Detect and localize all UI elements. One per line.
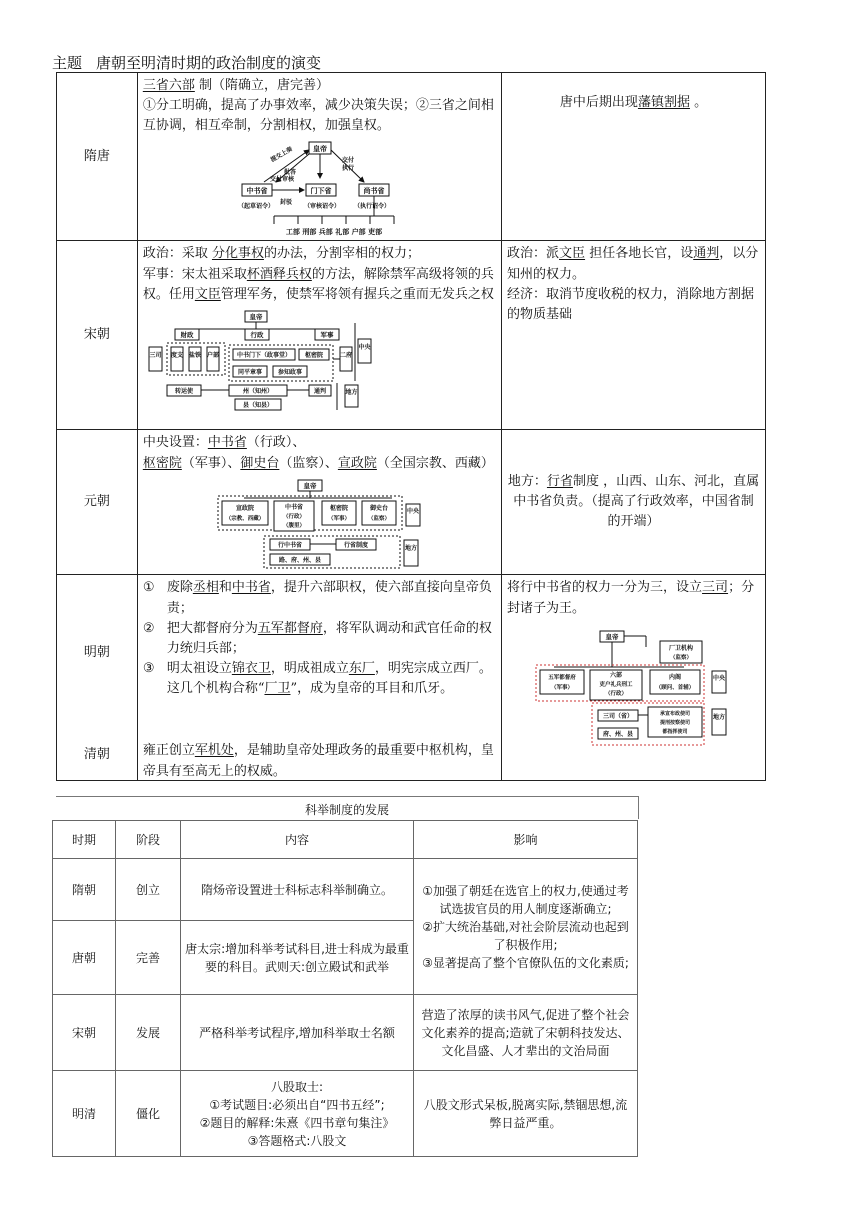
ming-right: 将行中书省的权力一分为三，设立三司；分封诸子为王。 皇帝 厂卫机构 （监察） 五军都督府 （军事） 六部 吏户礼兵刑工 （行政） 内阁 （顾问、首辅） 中央 承宣布政使司 提刑按察使司 都指挥使司 三司（省） 府、州、县 地方 bbox=[502, 575, 766, 781]
era-qing: 清朝 bbox=[83, 747, 110, 763]
changwei-note: （监察） bbox=[669, 654, 692, 661]
sansi-node: 三司 bbox=[149, 351, 162, 359]
header-period: 时期 bbox=[53, 821, 116, 859]
local-label: 地方 bbox=[712, 713, 725, 721]
label-approve: 批答 bbox=[284, 169, 297, 177]
note-shangshu: （执行诏令） bbox=[354, 203, 391, 211]
note-menxia: （审核诏令） bbox=[304, 203, 341, 211]
header-impact: 影响 bbox=[414, 821, 638, 859]
row-mingqing bbox=[57, 575, 766, 781]
song-content: 政治：采取 分化事权的办法，分割宰相的权力； 军事：宋太祖采取杯酒释兵权的方法，解除禁军高级将领的兵权。任用文臣管理军务，使禁军将领有握兵之重而无发兵之权 皇帝 财政 行政 军事 三司 度支 盐铁 户部 中书门下（政事堂） 枢密院 同平章事 参知政事 二府 中央 转运使 州（知州） 通判 县（知县） 地方 bbox=[137, 241, 501, 430]
mingqing-content bbox=[137, 575, 501, 781]
note-zhongshu: （起草诏令） bbox=[238, 203, 275, 211]
tongpan-node: 通判 bbox=[313, 387, 326, 395]
suitang-body: ①分工明确，提高了办事效率，减少决策失误；②三省之间相互协调，相互牵制，分割相权，加强皇权。 bbox=[142, 98, 494, 134]
era-cell: 宋朝 bbox=[57, 241, 138, 430]
song-right: 政治：派文臣 担任各地长官，设通判，以分知州的权力。 经济：取消节度收税的权力，消除地方割据的物质基础 bbox=[502, 241, 766, 430]
lu-node: 路、府、州、县 bbox=[279, 556, 322, 564]
yushi-node: 御史台 bbox=[370, 504, 389, 512]
xingzheng-node: 行政 bbox=[250, 330, 264, 339]
yuan-diagram bbox=[214, 478, 424, 570]
zhou-node: 州（知州） bbox=[242, 387, 273, 395]
tongping-node: 同平章事 bbox=[237, 368, 262, 376]
sansi-item: 都指挥使司 bbox=[662, 728, 688, 735]
row-yuan bbox=[57, 430, 766, 575]
header-content: 内容 bbox=[181, 821, 414, 859]
sansi-item: 承宣布政使司 bbox=[659, 710, 690, 717]
neige-note: （顾问、首辅） bbox=[655, 684, 694, 691]
wujun-note: （军事） bbox=[550, 684, 573, 691]
row-suitang bbox=[57, 73, 766, 241]
three-departments-diagram bbox=[234, 140, 404, 237]
local-label: 地方 bbox=[405, 544, 418, 552]
central-label: 中央 bbox=[712, 674, 725, 682]
xuanzheng-note: （宗教、西藏） bbox=[226, 515, 265, 522]
page-title bbox=[52, 52, 321, 73]
qing-text: 雍正创立军机处，是辅助皇帝处理政务的最重要中枢机构，皇帝具有至高无上的权威。 bbox=[142, 743, 494, 779]
exam-table bbox=[52, 820, 638, 1157]
content-mingqing: 八股取士: ①考试题目:必须出自“四书五经”; ②题目的解释:朱熹《四书章句集注》 ③答题格式:八股文 bbox=[181, 1071, 414, 1157]
changwei-node: 厂卫机构 bbox=[668, 644, 693, 652]
sansi-item: 提刑按察使司 bbox=[659, 719, 690, 726]
central-label: 中央 bbox=[358, 343, 371, 351]
label-exec2: 执行 bbox=[342, 165, 355, 173]
label-exec1: 交付 bbox=[342, 157, 355, 165]
list-item: ③ 明太祖设立锦衣卫，明成祖成立东厂，明宪宗成立西厂。这几个机构合称“厂卫”，成为皇帝的耳目和爪牙。 bbox=[142, 660, 492, 697]
song-diagram bbox=[145, 309, 375, 411]
label-reject: 封驳 bbox=[280, 199, 293, 207]
xian-node: 县（知县） bbox=[242, 401, 273, 409]
zhongshu-note2: （腹里） bbox=[283, 522, 306, 529]
xingsheng-node: 行省制度 bbox=[344, 541, 369, 549]
zhongshu-node: 中书省 bbox=[285, 503, 304, 511]
shumi-node: 枢密院 bbox=[304, 351, 323, 359]
table-row: 唐朝 完善 唐太宗:增加科举考试科目,进士科成为最重要的科目。武则天:创立殿试和武举 bbox=[53, 921, 638, 995]
local-label: 地方 bbox=[345, 388, 358, 396]
zhuanyun-node: 转运使 bbox=[174, 387, 193, 395]
table-header-row bbox=[53, 821, 638, 859]
era-cell-mingqing bbox=[57, 575, 138, 781]
suitang-heading: 三省六部 制（隋确立，唐完善） bbox=[142, 78, 329, 93]
label-review: 交付审核 bbox=[270, 176, 295, 184]
suitang-right: 唐中后期出现藩镇割据 。 bbox=[502, 73, 766, 241]
shangshu-node: 尚书省 bbox=[363, 187, 385, 196]
yuan-right: 地方：行省制度 ，山西、山东、河北，直属中书省负责。（提高了行政效率，中国省制的开端） bbox=[502, 430, 766, 575]
era-ming: 明朝 bbox=[83, 645, 110, 661]
impact-suitang: ①加强了朝廷在选官上的权力,使通过考试选拔官员的用人制度逐渐确立; ②扩大统治基础,对社会阶层流动也起到了积极作用; ③显著提高了整个官僚队伍的文化素质; bbox=[414, 859, 638, 995]
caizheng-node: 财政 bbox=[180, 330, 194, 339]
liubu-detail: 吏户礼兵刑工 bbox=[599, 681, 633, 688]
sansi-node: 三司（省） bbox=[602, 712, 633, 720]
suitang-content bbox=[137, 73, 501, 241]
emperor-node: 皇帝 bbox=[303, 481, 317, 490]
central-label: 中央 bbox=[407, 507, 420, 515]
emperor-node: 皇帝 bbox=[605, 632, 619, 641]
table-row: 明清 僵化 八股取士: ①考试题目:必须出自“四书五经”; ②题目的解释:朱熹《四书章句集注》 ③答题格式:八股文 八股文形式呆板,脱离实际,禁锢思想,流弊日益严重。 bbox=[53, 1071, 638, 1157]
row-song bbox=[57, 241, 766, 430]
wujun-node: 五军都督府 bbox=[547, 674, 576, 681]
erfu-node: 二府 bbox=[339, 351, 352, 359]
liubu-note: （行政） bbox=[604, 690, 627, 697]
table-row: 宋朝 发展 严格科举考试程序,增加科举取士名额 营造了浓厚的读书风气,促进了整个社会文化素养的提高;造就了宋朝科技发达、文化昌盛、人才辈出的文治局面 bbox=[53, 995, 638, 1071]
fuzhou-node: 府、州、县 bbox=[602, 730, 633, 738]
era-cell: 隋唐 bbox=[57, 73, 138, 241]
six-ministries: 工部 刑部 兵部 礼部 户部 吏部 bbox=[286, 228, 383, 237]
list-item: ② 把大都督府分为五军都督府，将军队调动和武官任命的权力统归兵部； bbox=[142, 620, 492, 656]
xuanzheng-node: 宣政院 bbox=[236, 504, 255, 512]
neige-node: 内阁 bbox=[668, 673, 681, 681]
list-item: ① 废除丞相和中书省，提升六部职权，使六部直接向皇帝负责； bbox=[142, 580, 492, 616]
zhongshu-node: 中书省 bbox=[246, 187, 268, 196]
zhongshu-note1: （行政） bbox=[283, 513, 306, 520]
emperor-node: 皇帝 bbox=[249, 312, 263, 321]
title-label: 主题 bbox=[52, 54, 83, 72]
xingzhongshu-node: 行中书省 bbox=[278, 541, 303, 549]
duzhi-node: 度支 bbox=[170, 351, 183, 359]
yuan-content: 中央设置：中书省（行政）、 枢密院（军事）、御史台（监察）、宣政院（全国宗教、西藏） 皇帝 宣政院 （宗教、西藏） 中书省 （行政） （腹里） 枢密院 （军事） 御史台 （监察） 中央 行中书省 行省制度 路、府、州、县 地方 bbox=[137, 430, 501, 575]
hubu-node: 户部 bbox=[206, 351, 219, 359]
table-row: 隋朝 创立 隋炀帝设置进士科标志科举制确立。 ①加强了朝廷在选官上的权力,使通过考试选拔官员的用人制度逐渐确立; ②扩大统治基础,对社会阶层流动也起到了积极作用; ③显著提高了整个官僚队伍的文化素质; bbox=[53, 859, 638, 921]
ming-diagram bbox=[534, 629, 734, 747]
politics-table bbox=[56, 72, 766, 781]
title-text: 唐朝至明清时期的政治制度的演变 bbox=[96, 54, 322, 72]
zhongshu-node: 中书门下（政事堂） bbox=[236, 351, 291, 359]
emperor-node: 皇帝 bbox=[313, 145, 328, 154]
menxia-node: 门下省 bbox=[310, 187, 332, 196]
label-submit: 提交上奏 bbox=[269, 146, 295, 165]
liubu-node: 六部 bbox=[609, 671, 622, 679]
canzhi-node: 参知政事 bbox=[277, 368, 302, 376]
yantie-node: 盐铁 bbox=[188, 351, 201, 359]
shumi-note: （军事） bbox=[328, 515, 351, 522]
era-cell: 元朝 bbox=[57, 430, 138, 575]
shumi-node: 枢密院 bbox=[330, 504, 349, 512]
yushi-note: （监察） bbox=[368, 515, 391, 522]
header-stage: 阶段 bbox=[116, 821, 181, 859]
ming-list bbox=[143, 578, 496, 699]
exam-table-title: 科举制度的发展 bbox=[56, 796, 639, 819]
junshi-node: 军事 bbox=[320, 330, 334, 339]
